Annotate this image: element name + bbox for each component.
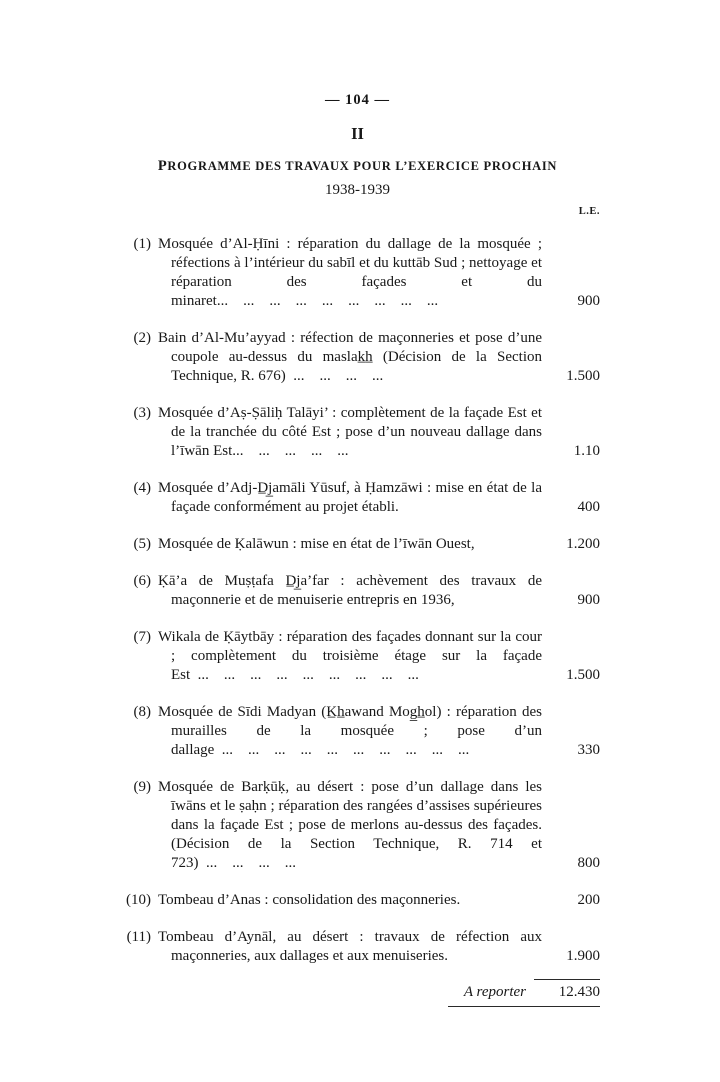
list-item <box>115 891 600 910</box>
item-amount: 400 <box>577 499 600 515</box>
item-number: (8) <box>133 704 151 720</box>
item-number: (3) <box>133 405 151 421</box>
item-text: Bain d’Al-Mu’ayyad : réfection de maçonneries et pose d’une coupole au-dessus du maslak̲h̲ (Décision de la Section Technique, R. 676) ... ... ... ... <box>158 330 542 384</box>
item-number: (2) <box>133 330 151 346</box>
item-amount: 1.10 <box>573 443 600 459</box>
item-text: Mosquée d’Adj-D̲j̲amāli Yūsuf, à Ḥamzāwi : mise en état de la façade conformément au projet établi. <box>158 480 542 515</box>
item-text: Mosquée de Barḳūḳ, au désert : pose d’un dallage dans les īwāns et le ṣaḥn ; réparation des rangées d’assises supérieures dans la façade Est ; pose de merlons au-dessus des façades. (Décision de la Section Technique, R. 714 et 723) ... ... ... ... <box>158 779 542 871</box>
list-item <box>115 928 600 966</box>
list-item <box>115 572 600 610</box>
item-number: (6) <box>133 573 151 589</box>
item-amount: 800 <box>577 855 600 871</box>
list-item <box>115 628 600 685</box>
item-text: Tombeau d’Aynāl, au désert : travaux de réfection aux maçonneries, aux dallages et aux menuiseries. <box>158 929 542 964</box>
currency-label: L.E. <box>578 206 600 217</box>
list-item <box>115 235 600 311</box>
carry-forward-label: A reporter <box>463 984 526 1000</box>
item-number: (9) <box>133 779 151 795</box>
total-rule-top <box>534 979 600 980</box>
item-number: (4) <box>133 480 151 496</box>
item-amount: 330 <box>577 742 600 758</box>
item-text: Mosquée d’Aṣ-Ṣāliḥ Talāyi’ : complètement de la façade Est et de la tranchée du côté Est ; pose d’un nouveau dallage dans l’īwān Est... ... ... ... ... <box>158 405 542 459</box>
item-amount: 900 <box>577 293 600 309</box>
item-number: (1) <box>133 236 151 252</box>
item-amount: 1.500 <box>566 667 600 683</box>
carry-forward-amount: 12.430 <box>558 984 600 1000</box>
list-item <box>115 535 600 554</box>
total-rule-bottom <box>448 1006 600 1007</box>
item-text: Ḳā’a de Muṣṭafa D̲j̲a’far : achèvement des travaux de maçonnerie et de menuiserie entrepris en 1936, <box>158 573 542 608</box>
list-item <box>115 404 600 461</box>
item-amount: 1.200 <box>566 536 600 552</box>
list-item <box>115 778 600 873</box>
item-amount: 1.900 <box>566 948 600 964</box>
item-text: Wikala de Ḳāytbāy : réparation des façades donnant sur la cour ; complètement du troisième étage sur la façade Est ... ... ... ... ... ... ... ... ... <box>158 629 542 683</box>
page-number: — 104 — <box>325 92 390 108</box>
text-block <box>115 92 600 1007</box>
item-text: Tombeau d’Anas : consolidation des maçonneries. <box>158 892 461 908</box>
item-number: (7) <box>133 629 151 645</box>
page-subtitle: 1938-1939 <box>325 182 390 198</box>
carry-forward-row <box>115 983 600 1002</box>
item-text: Mosquée de Sīdi Madyan (K̲h̲awand Mog̲h̲ol) : réparation des murailles de la mosquée ; pose d’un dallage ... ... ... ... ... ... ... ... ... ... <box>158 704 542 758</box>
item-amount: 200 <box>577 892 600 908</box>
item-number: (10) <box>126 892 151 908</box>
page-title: PROGRAMME DES TRAVAUX POUR L’EXERCICE PROCHAIN <box>157 158 558 174</box>
works-list <box>115 235 600 966</box>
list-item <box>115 703 600 760</box>
item-number: (5) <box>133 536 151 552</box>
item-amount: 900 <box>577 592 600 608</box>
item-text: Mosquée d’Al-Ḥīni : réparation du dallage de la mosquée ; réfections à l’intérieur du sabīl et du kuttāb Sud ; nettoyage et réparation des façades et du minaret... ... ... ... ... ... ... ... ... <box>158 236 542 309</box>
item-amount: 1.500 <box>566 368 600 384</box>
section-number: II <box>351 124 364 143</box>
item-text: Mosquée de Ḳalāwun : mise en état de l’īwān Ouest, <box>158 536 475 552</box>
item-number: (11) <box>126 929 151 945</box>
list-item <box>115 479 600 517</box>
list-item <box>115 329 600 386</box>
